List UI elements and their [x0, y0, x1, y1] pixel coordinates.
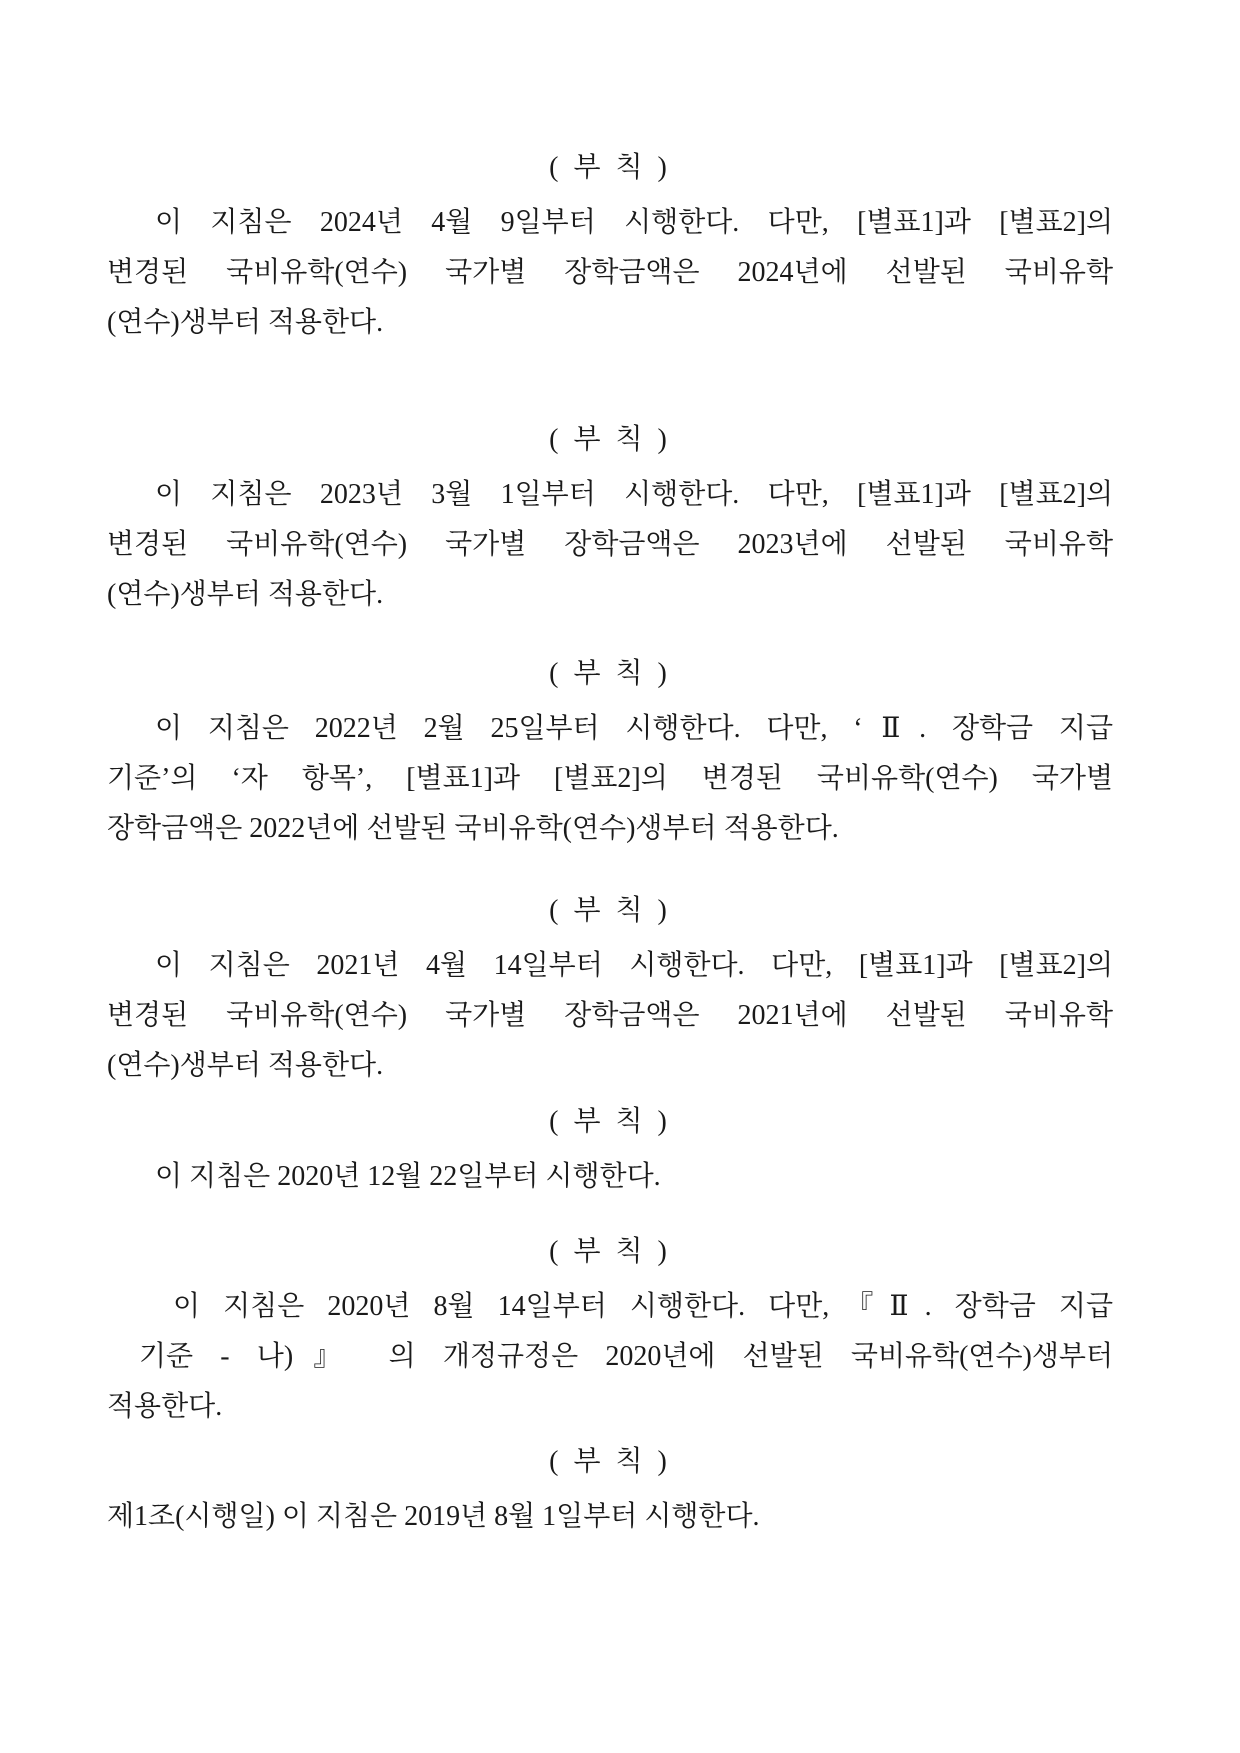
appendix-paragraph: [107, 1152, 1113, 1202]
appendix-section-2020-12: [107, 1097, 1113, 1202]
paragraph-line: 기준’의 ‘자 항목’, [별표1]과 [별표2]의 변경된 국비유학(연수) 국가별: [107, 763, 1113, 794]
paragraph-line: 이 지침은 2020년 12월 22일부터 시행한다.: [155, 1161, 661, 1192]
appendix-section-2024: [107, 143, 1113, 348]
appendix-paragraph: [107, 941, 1113, 1091]
paragraph-line: 이 지침은 2023년 3월 1일부터 시행한다. 다만, [별표1]과 [별표2]의: [155, 479, 1113, 510]
appendix-heading: ( 부 칙 ): [549, 658, 671, 689]
appendix-heading: ( 부 칙 ): [549, 1236, 671, 1267]
appendix-section-2019: [107, 1437, 1113, 1542]
appendix-section-2022: [107, 649, 1113, 854]
paragraph-line: 제1조(시행일) 이 지침은 2019년 8월 1일부터 시행한다.: [107, 1501, 760, 1532]
paragraph-line: 적용한다.: [107, 1391, 223, 1422]
paragraph-line: (연수)생부터 적용한다.: [107, 1050, 384, 1081]
paragraph-line: 기준 - 나)』 의 개정규정은 2020년에 선발된 국비유학(연수)생부터: [139, 1341, 1113, 1372]
document-page: [107, 0, 1113, 1542]
paragraph-line: 이 지침은 2024년 4월 9일부터 시행한다. 다만, [별표1]과 [별표2]의: [155, 207, 1113, 238]
appendix-section-2023: [107, 415, 1113, 620]
appendix-paragraph: [107, 704, 1113, 854]
appendix-heading: ( 부 칙 ): [549, 1106, 671, 1137]
paragraph-line: 장학금액은 2022년에 선발된 국비유학(연수)생부터 적용한다.: [107, 813, 839, 844]
paragraph-line: 변경된 국비유학(연수) 국가별 장학금액은 2023년에 선발된 국비유학: [107, 529, 1113, 560]
paragraph-line: (연수)생부터 적용한다.: [107, 307, 384, 338]
appendix-heading: ( 부 칙 ): [549, 152, 671, 183]
appendix-section-2020-08: [107, 1227, 1113, 1432]
appendix-section-2021: [107, 886, 1113, 1091]
appendix-paragraph: [107, 1492, 1113, 1542]
paragraph-line: 이 지침은 2020년 8월 14일부터 시행한다. 다만,『Ⅱ. 장학금 지급: [173, 1291, 1113, 1322]
appendix-paragraph: [107, 198, 1113, 348]
paragraph-line: 변경된 국비유학(연수) 국가별 장학금액은 2024년에 선발된 국비유학: [107, 257, 1113, 288]
paragraph-line: 이 지침은 2022년 2월 25일부터 시행한다. 다만, ‘Ⅱ. 장학금 지급: [155, 713, 1113, 744]
appendix-paragraph: [107, 470, 1113, 620]
appendix-heading: ( 부 칙 ): [549, 424, 671, 455]
paragraph-line: 변경된 국비유학(연수) 국가별 장학금액은 2021년에 선발된 국비유학: [107, 1000, 1113, 1031]
appendix-heading: ( 부 칙 ): [549, 895, 671, 926]
paragraph-line: 이 지침은 2021년 4월 14일부터 시행한다. 다만, [별표1]과 [별표2]의: [155, 950, 1113, 981]
paragraph-line: (연수)생부터 적용한다.: [107, 579, 384, 610]
appendix-heading: ( 부 칙 ): [549, 1446, 671, 1477]
appendix-paragraph: [107, 1282, 1113, 1432]
